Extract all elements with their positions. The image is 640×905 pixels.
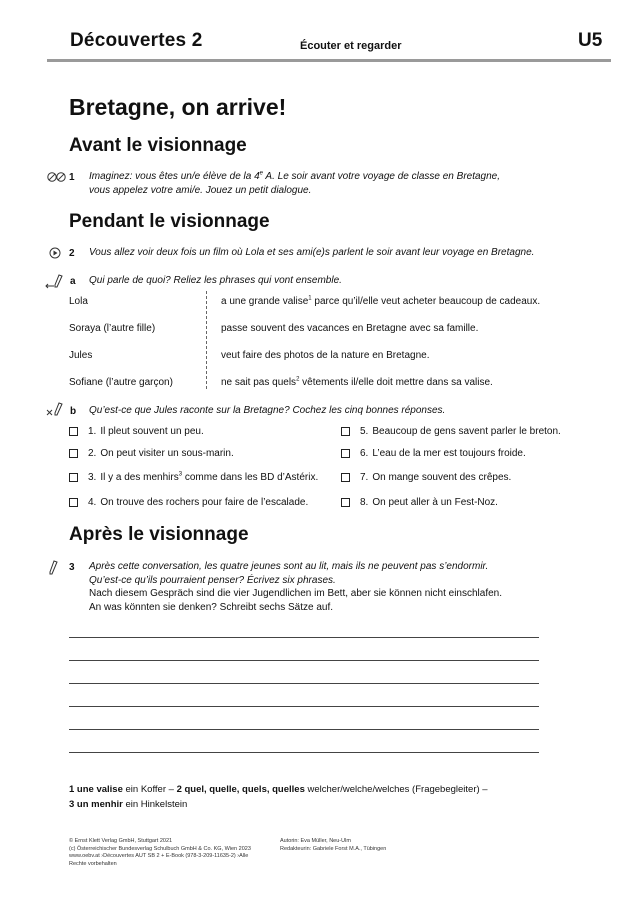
writing-line-2[interactable] <box>69 660 539 661</box>
footnote-3-term: 3 un menhir <box>69 799 123 810</box>
editor-line: Redakteurin: Gabriele Forst M.A., Tübingen <box>280 845 387 852</box>
task-1-number: 1 <box>69 172 75 183</box>
task-1-line2: vous appelez votre ami/e. Jouez un petit dialogue. <box>89 185 312 196</box>
option-3-pre: Il y a des menhirs <box>100 472 179 483</box>
checkbox-6[interactable] <box>341 449 350 458</box>
footnote-2-term: 2 quel, quelle, quels, quelles <box>176 784 305 795</box>
phrase-4-rest: vêtements il/elle doit mettre dans sa valise. <box>299 377 493 388</box>
phrase-1-sup: 1 <box>308 295 312 302</box>
copyright-right <box>280 838 480 853</box>
section-avant-title: Avant le visionnage <box>69 135 247 156</box>
author-line: Autorin: Eva Müller, Neu-Ulm <box>280 838 351 844</box>
writing-line-6[interactable] <box>69 752 539 753</box>
section-label: Écouter et regarder <box>300 40 402 52</box>
option-3-text <box>100 472 318 483</box>
task-1-sup: e <box>259 170 264 177</box>
task-3-de1: Nach diesem Gespräch sind die vier Jugendlichen im Bett, aber sie können nicht einschlafen. <box>89 588 503 599</box>
phrase-1-text: a une grande valise <box>221 296 309 307</box>
unit-label: U5 <box>578 30 603 51</box>
task-1-line1: Imaginez: vous êtes un/e élève de la 4 <box>89 171 260 182</box>
footnote-1-term: 1 une valise <box>69 784 123 795</box>
task-2-text: Vous allez voir deux fois un film où Lola et ses ami(e)s parlent le soir avant leur voyage en Bretagne. <box>89 247 535 258</box>
option-8-text: On peut aller à un Fest-Noz. <box>372 497 498 508</box>
option-5[interactable] <box>341 426 561 437</box>
option-6-number: 6. <box>360 448 369 459</box>
task-3-number: 3 <box>69 562 75 573</box>
writing-line-5[interactable] <box>69 729 539 730</box>
pen-icon <box>47 560 61 576</box>
option-1[interactable] <box>69 426 204 437</box>
task-3-fr1: Après cette conversation, les quatre jeunes sont au lit, mais ils ne peuvent pas s’endormir. <box>89 561 489 572</box>
option-2-text: On peut visiter un sous-marin. <box>100 448 234 459</box>
person-jules[interactable]: Jules <box>69 350 93 361</box>
copyright-line-1: © Ernst Klett Verlag GmbH, Stuttgart 2021 <box>69 838 173 844</box>
option-3[interactable] <box>69 472 318 483</box>
option-3-number: 3. <box>88 472 97 483</box>
option-7-text: On mange souvent des crêpes. <box>372 472 512 483</box>
task-2a-label: a <box>70 276 76 287</box>
person-soraya[interactable]: Soraya (l’autre fille) <box>69 323 156 334</box>
option-2[interactable] <box>69 448 234 459</box>
copyright-line-4: Rechte vorbehalten <box>69 860 117 867</box>
checkbox-4[interactable] <box>69 498 78 507</box>
section-pendant-title: Pendant le visionnage <box>69 211 270 232</box>
section-apres-title: Après le visionnage <box>69 524 249 545</box>
option-7[interactable] <box>341 472 511 483</box>
task-2b-text: Qu’est-ce que Jules raconte sur la Bretagne? Cochez les cinq bonnes réponses. <box>89 405 446 416</box>
page-title: Bretagne, on arrive! <box>69 94 287 120</box>
copyright-left <box>69 838 289 868</box>
task-2-number: 2 <box>69 248 75 259</box>
person-sofiane[interactable]: Sofiane (l’autre garçon) <box>69 377 173 388</box>
option-4-number: 4. <box>88 497 97 508</box>
person-lola[interactable]: Lola <box>69 296 88 307</box>
option-3-post: comme dans les BD d’Astérix. <box>182 472 319 483</box>
writing-line-4[interactable] <box>69 706 539 707</box>
checkbox-1[interactable] <box>69 427 78 436</box>
task-2a-text: Qui parle de quoi? Reliez les phrases qui vont ensemble. <box>89 275 342 286</box>
checkbox-5[interactable] <box>341 427 350 436</box>
phrase-4-sup: 2 <box>296 376 300 383</box>
option-1-number: 1. <box>88 426 97 437</box>
phrase-2[interactable] <box>221 323 478 334</box>
option-6-text: L’eau de la mer est toujours froide. <box>372 448 526 459</box>
task-1-text <box>89 170 529 198</box>
phrase-2-text: passe souvent des vacances en Bretagne avec sa famille. <box>221 323 479 334</box>
video-icon <box>49 247 61 259</box>
task-3-de2: An was könnten sie denken? Schreibt sechs Sätze auf. <box>89 602 334 613</box>
option-1-text: Il pleut souvent un peu. <box>100 426 204 437</box>
option-8[interactable] <box>341 497 498 508</box>
phrase-1[interactable] <box>221 296 540 307</box>
footnote-1-text: ein Koffer – <box>122 784 177 795</box>
pen-connect-icon <box>45 273 67 289</box>
footnote-2-text: welcher/welche/welches (Fragebegleiter) – <box>304 784 488 795</box>
book-title: Découvertes 2 <box>70 30 203 51</box>
writing-line-1[interactable] <box>69 637 539 638</box>
copyright-line-2: (c) Österreichischer Bundesverlag Schulbuch GmbH & Co. KG, Wien 2023 <box>69 845 251 852</box>
phrase-4-text: ne sait pas quels <box>221 377 297 388</box>
phrase-4[interactable] <box>221 377 493 388</box>
task-2b-label: b <box>70 406 77 417</box>
task-1-line1-end: A. Le soir avant votre voyage de classe en Bretagne, <box>263 171 501 182</box>
task-3-fr2: Qu’est-ce qu’ils pourraient penser? Écrivez six phrases. <box>89 575 336 586</box>
option-3-sup: 3 <box>178 471 183 478</box>
phrase-1-rest: parce qu’il/elle veut acheter beaucoup de cadeaux. <box>311 296 541 307</box>
checkbox-3[interactable] <box>69 473 78 482</box>
checkbox-7[interactable] <box>341 473 350 482</box>
option-4[interactable] <box>69 497 308 508</box>
option-7-number: 7. <box>360 472 369 483</box>
pair-talk-icon <box>47 171 67 183</box>
copyright-line-3: www.oebv.at ›Découvertes AUT SB 2 + E-Book (978-3-209-11635-2) ›Alle <box>69 853 249 859</box>
option-2-number: 2. <box>88 448 97 459</box>
task-3-fr <box>89 560 549 588</box>
option-6[interactable] <box>341 448 526 459</box>
footnote-3-text: ein Hinkelstein <box>122 799 188 810</box>
checkbox-8[interactable] <box>341 498 350 507</box>
header-rule <box>47 59 611 62</box>
connect-divider <box>206 291 207 389</box>
phrase-3[interactable] <box>221 350 429 361</box>
pen-check-icon <box>45 401 67 417</box>
writing-line-3[interactable] <box>69 683 539 684</box>
footnotes <box>69 782 589 812</box>
task-3-de <box>89 587 549 615</box>
checkbox-2[interactable] <box>69 449 78 458</box>
phrase-3-text: veut faire des photos de la nature en Bretagne. <box>221 350 430 361</box>
option-5-text: Beaucoup de gens savent parler le breton. <box>372 426 561 437</box>
option-5-number: 5. <box>360 426 369 437</box>
option-8-number: 8. <box>360 497 369 508</box>
option-4-text: On trouve des rochers pour faire de l’escalade. <box>100 497 309 508</box>
